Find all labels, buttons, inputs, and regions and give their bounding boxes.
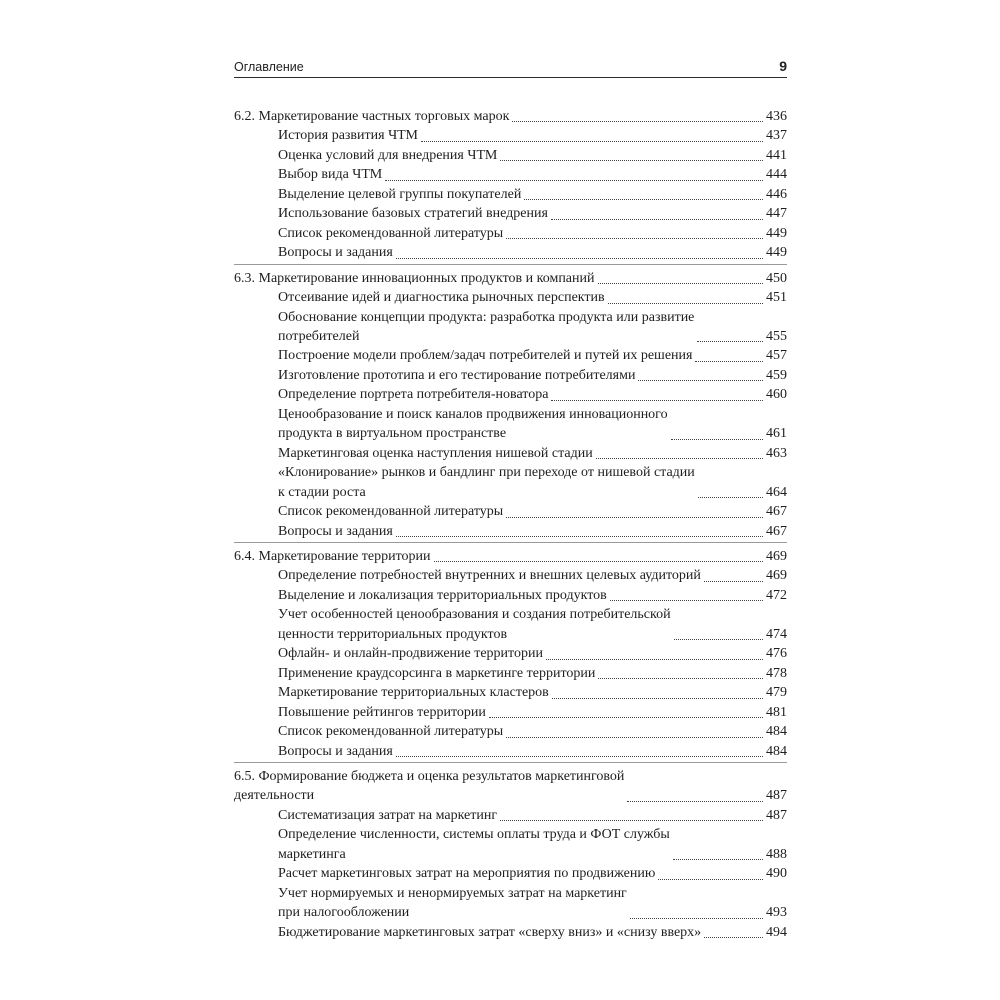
toc-entry-title bbox=[278, 825, 670, 864]
toc-section bbox=[234, 542, 787, 761]
dot-leader bbox=[704, 581, 763, 582]
toc-entry-title bbox=[278, 165, 382, 184]
toc-entry-title bbox=[278, 605, 671, 644]
toc-subsection-entry[interactable] bbox=[234, 605, 787, 644]
toc-entry-title bbox=[278, 204, 548, 223]
dot-leader bbox=[596, 458, 763, 459]
toc-entry-title-line: Использование базовых стратегий внедрения bbox=[278, 206, 548, 222]
dot-leader bbox=[658, 879, 763, 880]
toc-subsection-entry[interactable] bbox=[234, 346, 787, 365]
toc-entry-page: 451 bbox=[766, 290, 787, 306]
toc-subsection-entry[interactable] bbox=[234, 522, 787, 541]
toc-entry-title bbox=[278, 463, 695, 502]
toc-entry-title bbox=[278, 884, 627, 923]
toc-entry-title-line: потребителей bbox=[278, 328, 360, 344]
toc-entry-page: 469 bbox=[766, 568, 787, 584]
toc-entry-page: 478 bbox=[766, 665, 787, 681]
toc-entry-title bbox=[278, 864, 655, 883]
toc-entry-title-line: Определение численности, системы оплаты труда и ФОТ службы bbox=[278, 827, 670, 843]
toc-entry-title-line: при налогообложении bbox=[278, 905, 410, 921]
toc-entry-title-line: Выбор вида ЧТМ bbox=[278, 167, 383, 183]
toc-entry-title-line: Определение портрета потребителя-новатора bbox=[278, 387, 549, 403]
toc-entry-page: 449 bbox=[766, 245, 787, 261]
toc-entry-title bbox=[278, 502, 503, 521]
toc-entry-page: 459 bbox=[766, 367, 787, 383]
toc-entry-page: 463 bbox=[766, 445, 787, 461]
toc-entry-title-line: Маркетирование территориальных кластеров bbox=[278, 685, 549, 701]
toc-subsection-entry[interactable] bbox=[234, 644, 787, 663]
toc-subsection-entry[interactable] bbox=[234, 126, 787, 145]
toc-entry-title-line: Применение краудсорсинга в маркетинге территории bbox=[278, 665, 596, 681]
toc-entry-page: 472 bbox=[766, 587, 787, 603]
toc-subsection-entry[interactable] bbox=[234, 463, 787, 502]
toc-entry-title-line: деятельности bbox=[234, 788, 315, 804]
toc-entry-title bbox=[278, 126, 418, 145]
dot-leader bbox=[551, 400, 763, 401]
toc-entry-page: 449 bbox=[766, 225, 787, 241]
toc-entry-title-line: Маркетинговая оценка наступления нишевой стадии bbox=[278, 445, 593, 461]
toc-entry-page: 464 bbox=[766, 484, 787, 500]
dot-leader bbox=[698, 497, 763, 498]
dot-leader bbox=[500, 160, 763, 161]
toc-subsection-entry[interactable] bbox=[234, 385, 787, 404]
toc-entry-title bbox=[278, 722, 503, 741]
toc-entry-title bbox=[278, 405, 668, 444]
toc-entry-title-line: Отсеивание идей и диагностика рыночных перспектив bbox=[278, 290, 605, 306]
toc-entry-page: 455 bbox=[766, 328, 787, 344]
toc-entry-page: 441 bbox=[766, 147, 787, 163]
toc-entry-page: 447 bbox=[766, 206, 787, 222]
toc-entry-page: 444 bbox=[766, 167, 787, 183]
toc-entry-page: 487 bbox=[766, 807, 787, 823]
toc-entry-title bbox=[278, 683, 549, 702]
toc-entry-title-line: Построение модели проблем/задач потребителей и путей их решения bbox=[278, 348, 693, 364]
dot-leader bbox=[671, 439, 763, 440]
toc-entry-title-line: История развития ЧТМ bbox=[278, 128, 418, 144]
toc-entry-page: 488 bbox=[766, 846, 787, 862]
toc-entry-page: 446 bbox=[766, 186, 787, 202]
toc-subsection-entry[interactable] bbox=[234, 366, 787, 385]
toc-entry-title-line: Выделение целевой группы покупателей bbox=[278, 186, 522, 202]
toc-subsection-entry[interactable] bbox=[234, 722, 787, 741]
toc-entry-title bbox=[278, 664, 595, 683]
toc-entry-title-line: 6.2. Маркетирование частных торговых марок bbox=[234, 109, 510, 124]
dot-leader bbox=[638, 380, 763, 381]
toc-entry-page: 469 bbox=[766, 548, 787, 564]
toc-entry-title-line: Список рекомендованной литературы bbox=[278, 225, 504, 241]
toc-entry-title bbox=[234, 269, 595, 288]
toc-entry-title bbox=[278, 288, 605, 307]
toc-entry-title-line: Изготовление прототипа и его тестирование потребителями bbox=[278, 367, 636, 383]
toc-subsection-entry[interactable] bbox=[234, 308, 787, 347]
toc-subsection-entry[interactable] bbox=[234, 243, 787, 262]
toc-entry-title bbox=[278, 644, 543, 663]
toc-entry-page: 437 bbox=[766, 128, 787, 144]
dot-leader bbox=[695, 361, 763, 362]
dot-leader bbox=[608, 303, 763, 304]
toc-entry-page: 479 bbox=[766, 685, 787, 701]
toc-entry-title bbox=[278, 586, 607, 605]
dot-leader bbox=[512, 121, 763, 122]
toc-subsection-entry[interactable] bbox=[234, 703, 787, 722]
toc-entry-title bbox=[234, 547, 431, 566]
dot-leader bbox=[506, 517, 763, 518]
toc-entry-title bbox=[278, 806, 497, 825]
dot-leader bbox=[630, 918, 763, 919]
dot-leader bbox=[551, 219, 763, 220]
toc-entry-title bbox=[234, 767, 624, 806]
toc-section-heading[interactable] bbox=[234, 269, 787, 288]
table-of-contents bbox=[234, 107, 787, 943]
toc-entry-title bbox=[278, 703, 486, 722]
toc-entry-page: 436 bbox=[766, 109, 787, 124]
dot-leader bbox=[697, 341, 763, 342]
toc-entry-title-line: Расчет маркетинговых затрат на мероприятия по продвижению bbox=[278, 866, 656, 882]
toc-entry-title bbox=[278, 923, 701, 942]
toc-entry-page: 484 bbox=[766, 724, 787, 740]
dot-leader bbox=[489, 717, 763, 718]
toc-entry-title bbox=[278, 566, 701, 585]
toc-subsection-entry[interactable] bbox=[234, 884, 787, 923]
toc-subsection-entry[interactable] bbox=[234, 683, 787, 702]
toc-entry-page: 460 bbox=[766, 387, 787, 403]
toc-entry-title-line: Список рекомендованной литературы bbox=[278, 724, 504, 740]
dot-leader bbox=[396, 536, 763, 537]
dot-leader bbox=[524, 199, 763, 200]
toc-entry-title bbox=[278, 308, 694, 347]
toc-entry-title-line: 6.3. Маркетирование инновационных продуктов и компаний bbox=[234, 270, 595, 286]
toc-subsection-entry[interactable] bbox=[234, 664, 787, 683]
toc-subsection-entry[interactable] bbox=[234, 224, 787, 243]
dot-leader bbox=[385, 180, 763, 181]
running-header-title: Оглавление bbox=[234, 60, 304, 74]
toc-section-heading[interactable] bbox=[234, 767, 787, 806]
toc-subsection-entry[interactable] bbox=[234, 825, 787, 864]
dot-leader bbox=[673, 859, 763, 860]
toc-section bbox=[234, 264, 787, 541]
toc-entry-page: 476 bbox=[766, 646, 787, 662]
toc-entry-page: 493 bbox=[766, 905, 787, 921]
dot-leader bbox=[421, 141, 763, 142]
toc-section-heading[interactable] bbox=[234, 547, 787, 566]
toc-entry-title-line: продукта в виртуальном пространстве bbox=[278, 426, 507, 442]
toc-entry-page: 467 bbox=[766, 504, 787, 520]
toc-subsection-entry[interactable] bbox=[234, 586, 787, 605]
toc-entry-page: 484 bbox=[766, 743, 787, 759]
dot-leader bbox=[396, 756, 763, 757]
toc-subsection-entry[interactable] bbox=[234, 146, 787, 165]
dot-leader bbox=[704, 937, 763, 938]
toc-entry-title-line: маркетинга bbox=[278, 846, 346, 862]
toc-section bbox=[234, 107, 787, 263]
toc-entry-title-line: Список рекомендованной литературы bbox=[278, 504, 504, 520]
dot-leader bbox=[500, 820, 763, 821]
toc-entry-page: 467 bbox=[766, 523, 787, 539]
toc-section bbox=[234, 762, 787, 942]
dot-leader bbox=[598, 678, 763, 679]
toc-entry-title-line: Офлайн- и онлайн-продвижение территории bbox=[278, 646, 543, 662]
toc-entry-title-line: Вопросы и задания bbox=[278, 743, 393, 759]
dot-leader bbox=[396, 258, 763, 259]
toc-entry-title bbox=[278, 366, 635, 385]
toc-subsection-entry[interactable] bbox=[234, 806, 787, 825]
toc-entry-title-line: Обоснование концепции продукта: разработка продукта или развитие bbox=[278, 309, 695, 325]
toc-entry-page: 487 bbox=[766, 788, 787, 804]
toc-subsection-entry[interactable] bbox=[234, 405, 787, 444]
toc-entry-page: 494 bbox=[766, 924, 787, 940]
toc-entry-title-line: Выделение и локализация территориальных продуктов bbox=[278, 587, 607, 603]
toc-entry-title-line: Повышение рейтингов территории bbox=[278, 704, 486, 720]
toc-subsection-entry[interactable] bbox=[234, 566, 787, 585]
toc-entry-page: 490 bbox=[766, 866, 787, 882]
toc-entry-title-line: Определение потребностей внутренних и внешних целевых аудиторий bbox=[278, 568, 701, 584]
dot-leader bbox=[598, 283, 764, 284]
toc-entry-title-line: Вопросы и задания bbox=[278, 523, 393, 539]
toc-entry-page: 450 bbox=[766, 270, 787, 286]
toc-entry-title bbox=[278, 742, 393, 761]
toc-subsection-entry[interactable] bbox=[234, 923, 787, 942]
toc-entry-page: 457 bbox=[766, 348, 787, 364]
toc-subsection-entry[interactable] bbox=[234, 864, 787, 883]
toc-entry-page: 461 bbox=[766, 426, 787, 442]
toc-entry-title-line: Систематизация затрат на маркетинг bbox=[278, 807, 498, 823]
toc-entry-title-line: 6.5. Формирование бюджета и оценка результатов маркетинговой bbox=[234, 768, 625, 784]
toc-entry-title bbox=[278, 444, 593, 463]
toc-entry-title bbox=[278, 385, 548, 404]
running-header bbox=[234, 59, 787, 78]
dot-leader bbox=[506, 238, 763, 239]
toc-subsection-entry[interactable] bbox=[234, 185, 787, 204]
toc-subsection-entry[interactable] bbox=[234, 165, 787, 184]
toc-entry-title-line: Вопросы и задания bbox=[278, 245, 393, 261]
toc-entry-title-line: Оценка условий для внедрения ЧТМ bbox=[278, 147, 498, 163]
dot-leader bbox=[506, 737, 763, 738]
toc-entry-title-line: 6.4. Маркетирование территории bbox=[234, 548, 431, 564]
toc-entry-title bbox=[234, 107, 509, 126]
toc-entry-page: 474 bbox=[766, 626, 787, 642]
toc-entry-title bbox=[278, 346, 692, 365]
toc-subsection-entry[interactable] bbox=[234, 502, 787, 521]
toc-section-heading[interactable] bbox=[234, 107, 787, 126]
toc-subsection-entry[interactable] bbox=[234, 742, 787, 761]
toc-subsection-entry[interactable] bbox=[234, 204, 787, 223]
dot-leader bbox=[546, 659, 763, 660]
toc-entry-title bbox=[278, 224, 503, 243]
dot-leader bbox=[610, 600, 763, 601]
toc-entry-title bbox=[278, 146, 497, 165]
toc-entry-title-line: Ценообразование и поиск каналов продвижения инновационного bbox=[278, 406, 668, 422]
toc-entry-title bbox=[278, 185, 521, 204]
toc-entry-title bbox=[278, 522, 393, 541]
dot-leader bbox=[627, 801, 763, 802]
toc-entry-title-line: к стадии роста bbox=[278, 484, 366, 500]
dot-leader bbox=[434, 561, 763, 562]
dot-leader bbox=[674, 639, 763, 640]
toc-entry-page: 481 bbox=[766, 704, 787, 720]
toc-subsection-entry[interactable] bbox=[234, 288, 787, 307]
toc-entry-title-line: Учет особенностей ценообразования и создания потребительской bbox=[278, 607, 671, 623]
toc-entry-title-line: ценности территориальных продуктов bbox=[278, 626, 508, 642]
toc-entry-title bbox=[278, 243, 393, 262]
toc-entry-title-line: Учет нормируемых и ненормируемых затрат на маркетинг bbox=[278, 885, 627, 901]
toc-subsection-entry[interactable] bbox=[234, 444, 787, 463]
dot-leader bbox=[552, 698, 763, 699]
page-number: 9 bbox=[779, 58, 787, 74]
toc-entry-title-line: Бюджетирование маркетинговых затрат «сверху вниз» и «снизу вверх» bbox=[278, 924, 702, 940]
toc-entry-title-line: «Клонирование» рынков и бандлинг при переходе от нишевой стадии bbox=[278, 465, 695, 481]
